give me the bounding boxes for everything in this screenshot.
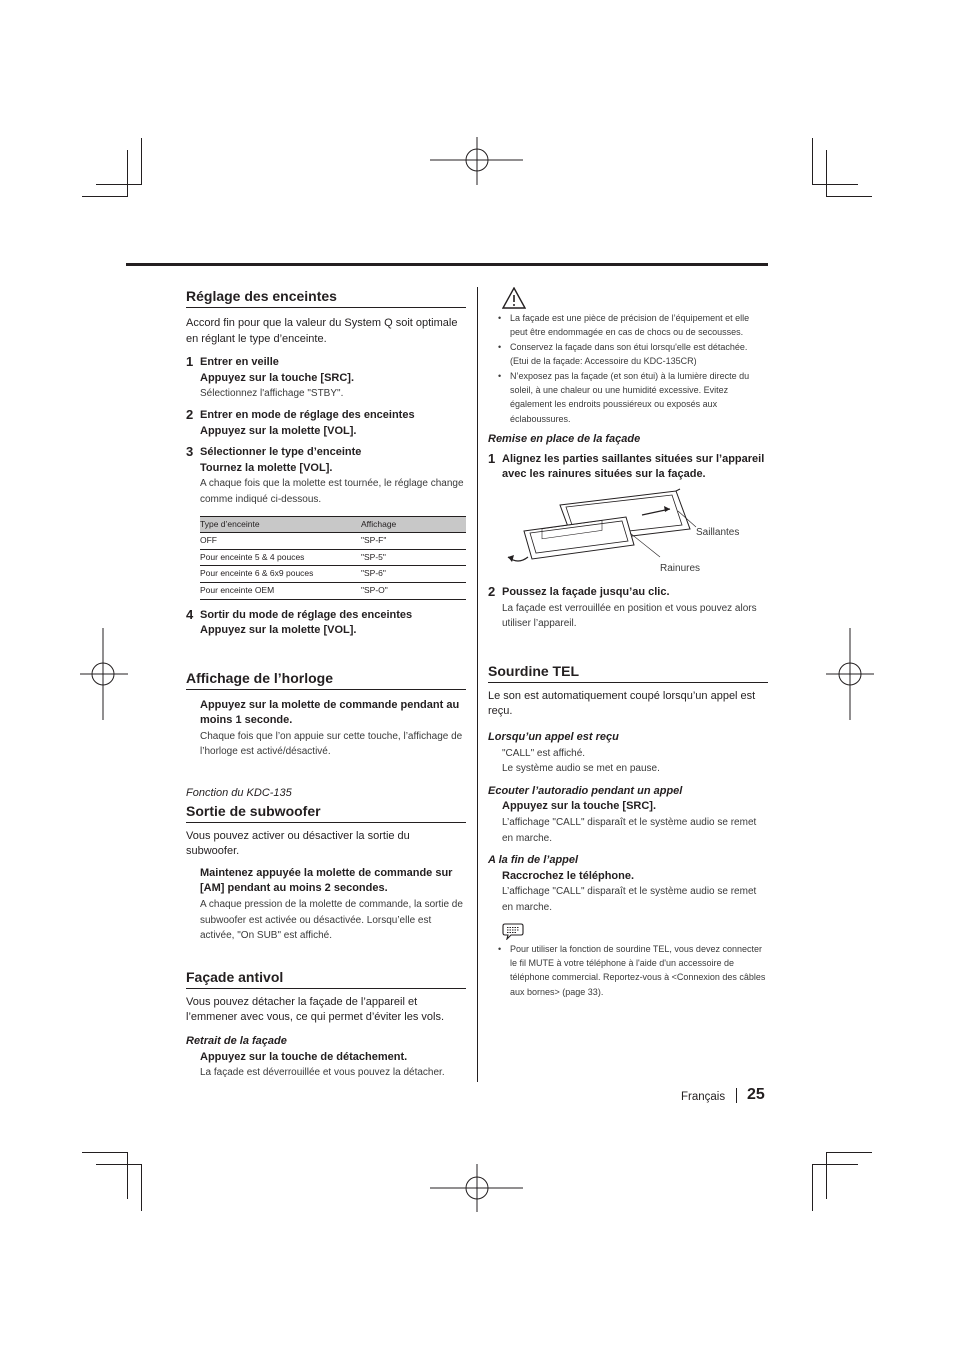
left-column	[186, 287, 466, 1081]
step-desc: A chaque fois que la molette est tournée, le réglage change comme indiqué ci-dessous.	[200, 478, 464, 505]
step-number: 2	[488, 584, 496, 600]
step-action: Appuyez sur la touche [SRC].	[200, 371, 355, 384]
sourdine-intro: Le son est automatiquement coupé lorsqu’un appel est reçu.	[488, 689, 756, 718]
reglage-intro: Accord fin pour que la valeur du System Q soit optimale en réglant le type d’enceinte.	[186, 317, 458, 345]
facade-retrait-desc: La façade est déverrouillée et vous pouvez la détacher.	[200, 1067, 445, 1079]
facade-intro: Vous pouvez détacher la façade de l’appareil et l’emmener avec vous, ce qui permet d’éviter les vols.	[186, 995, 444, 1024]
facade-retrait-action: Appuyez sur la touche de détachement.	[200, 1050, 408, 1063]
facade-retrait-body	[186, 1050, 466, 1081]
facade-retrait-subtitle: Retrait de la façade	[186, 1035, 287, 1047]
warning-icon	[502, 287, 526, 309]
reglage-step-4	[186, 608, 466, 639]
table-cell: Pour enceinte 5 & 4 pouces	[200, 549, 361, 566]
sourdine-sub2-action: Appuyez sur la touche [SRC].	[502, 800, 657, 813]
step-action: Appuyez sur la molette [VOL].	[200, 424, 357, 437]
registration-mark-left	[80, 628, 128, 720]
table-cell: "SP-F"	[361, 533, 466, 550]
sourdine-sub2-desc: L’affichage "CALL" disparaît et le système audio se remet en marche.	[502, 816, 757, 844]
reglage-step-3	[186, 445, 466, 507]
table-row	[200, 566, 466, 583]
list-item: • La façade est une pièce de précision de l’équipement et elle peut être endommagée en cas de chocs ou de secousses.	[510, 311, 768, 340]
table-row	[200, 582, 466, 599]
table-cell: OFF	[200, 533, 361, 550]
section-title-subwoofer: Sortie de subwoofer	[186, 802, 466, 823]
sourdine-sub3-desc: L’affichage "CALL" disparaît et le système audio se remet en marche.	[502, 886, 757, 913]
warning-list	[488, 311, 768, 426]
section-title-horloge: Affichage de l’horloge	[186, 669, 466, 690]
step-number: 3	[186, 444, 194, 460]
footer-language: Français	[681, 1091, 726, 1103]
sourdine-sub2: Ecouter l’autoradio pendant un appel	[488, 784, 683, 797]
section-title-sourdine: Sourdine TEL	[488, 662, 768, 683]
subwoofer-desc: A chaque pression de la molette de commande, la sortie de subwoofer est activée ou désactivée. Lorsqu’elle est activée, "On SUB" est affiché.	[200, 899, 463, 942]
registration-mark-top	[430, 137, 524, 185]
sourdine-sub1: Lorsqu’un appel est reçu	[488, 731, 619, 743]
horloge-body	[186, 698, 466, 760]
label-rainures: Rainures	[660, 563, 701, 575]
step-desc: Sélectionnez l'affichage "STBY".	[200, 388, 344, 400]
subwoofer-prefix: Fonction du KDC-135	[186, 787, 292, 800]
subwoofer-body	[186, 866, 466, 944]
table-cell: "SP-O"	[361, 582, 466, 599]
faceplate-illustration	[488, 487, 768, 577]
section-title-reglage: Réglage des enceintes	[186, 287, 466, 308]
horloge-action: Appuyez sur la molette de commande pendant au moins 1 seconde.	[200, 698, 460, 727]
page-number: 25	[747, 1086, 765, 1103]
step-desc: La façade est verrouillée en position et vous pouvez alors utiliser l’appareil.	[502, 602, 757, 630]
table-header-type: Type d’enceinte	[200, 516, 361, 533]
note-icon	[502, 922, 524, 940]
sourdine-sub3-body	[488, 869, 768, 916]
list-item: • Conservez la façade dans son étui lorsqu'elle est détachée. (Etui de la façade: Accessoire du KDC-135CR)	[510, 340, 768, 369]
remise-step-2	[488, 585, 768, 632]
table-cell: "SP-5"	[361, 549, 466, 566]
reglage-step-1	[186, 355, 466, 402]
step-text: Alignez les parties saillantes situées sur l’appareil avec les rainures situées sur la façade.	[502, 452, 765, 481]
speaker-type-table	[200, 516, 466, 600]
sourdine-note-list	[488, 942, 768, 1000]
table-header-display: Affichage	[361, 516, 466, 533]
table-cell: Pour enceinte OEM	[200, 582, 361, 599]
sourdine-sub1-line2: Le système audio se met en pause.	[502, 763, 660, 775]
footer-separator	[736, 1088, 737, 1103]
right-column	[488, 287, 768, 999]
sourdine-sub3: A la fin de l’appel	[488, 854, 579, 867]
section-title-facade: Façade antivol	[186, 968, 466, 989]
step-number: 2	[186, 406, 194, 422]
step-title: Entrer en mode de réglage des enceintes	[200, 408, 415, 421]
label-saillantes: Saillantes	[696, 527, 740, 539]
registration-mark-right	[826, 628, 874, 720]
step-text: Poussez la façade jusqu’au clic.	[502, 586, 670, 599]
table-cell: Pour enceinte 6 & 6x9 pouces	[200, 566, 361, 583]
step-number: 1	[186, 354, 194, 370]
reglage-step-2	[186, 408, 466, 439]
step-title: Sortir du mode de réglage des enceintes	[200, 608, 413, 621]
step-action: Tournez la molette [VOL].	[200, 461, 333, 474]
list-item: • Pour utiliser la fonction de sourdine TEL, vous devez connecter le fil MUTE à votre téléphone à l'aide d'un accessoire de téléphone commercial. Reportez-vous à <Connexion des câbles aux bornes> (page 33).	[510, 942, 768, 1000]
subwoofer-intro: Vous pouvez activer ou désactiver la sortie du subwoofer.	[186, 829, 410, 858]
registration-mark-bottom	[430, 1164, 524, 1212]
sourdine-sub2-body	[488, 799, 768, 846]
remise-step-1	[488, 452, 768, 483]
table-row	[200, 549, 466, 566]
step-title: Entrer en veille	[200, 356, 279, 369]
table-cell: "SP-6"	[361, 566, 466, 583]
table-row	[200, 533, 466, 550]
step-title: Sélectionner le type d’enceinte	[200, 446, 362, 459]
subwoofer-action: Maintenez appuyée la molette de commande sur [AM] pendant au moins 2 secondes.	[200, 866, 453, 895]
remise-subtitle: Remise en place de la façade	[488, 433, 641, 446]
step-action: Appuyez sur la molette [VOL].	[200, 624, 357, 637]
sourdine-sub1-line1: "CALL" est affiché.	[502, 747, 586, 759]
sourdine-sub3-action: Raccrochez le téléphone.	[502, 869, 635, 882]
horloge-desc: Chaque fois que l’on appuie sur cette touche, l’affichage de l’horloge est activé/désactivé.	[200, 730, 463, 758]
top-rule	[126, 263, 768, 266]
step-number: 4	[186, 606, 194, 622]
column-separator	[477, 287, 478, 1082]
step-number: 1	[488, 450, 496, 466]
list-item: • N’exposez pas la façade (et son étui) à la lumière directe du soleil, à une chaleur ou une humidité excessive. Evitez également les endroits poussiéreux ou exposés aux éclaboussures.	[510, 369, 768, 427]
